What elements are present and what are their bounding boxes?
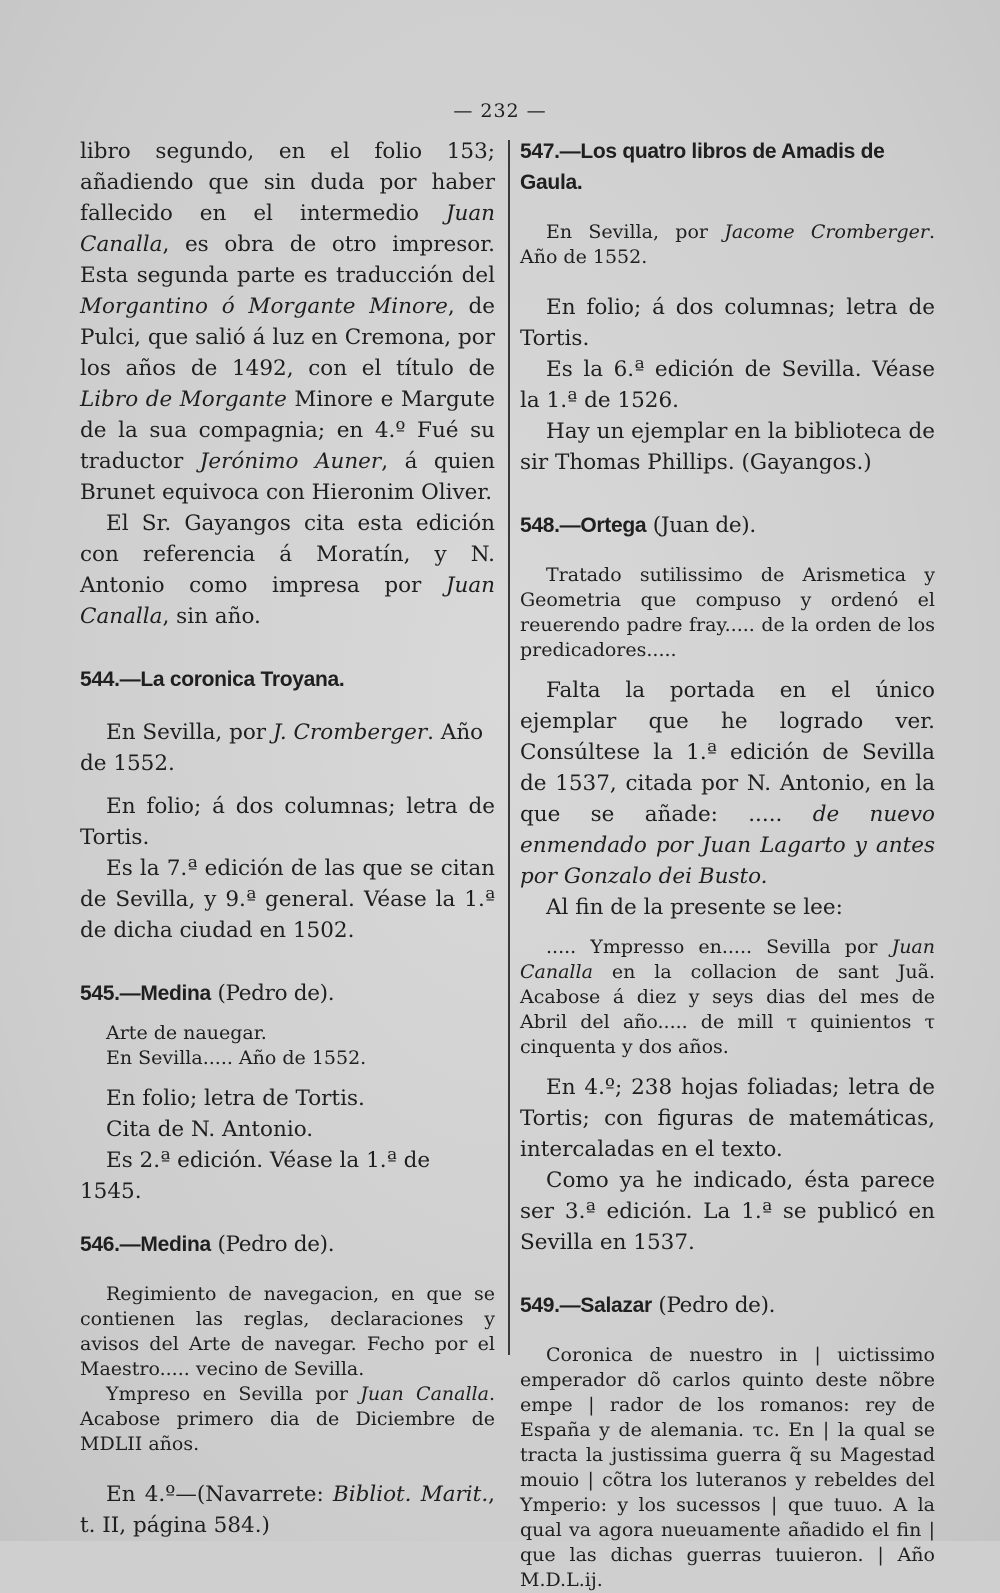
colophon	[520, 935, 935, 1060]
text-run: El Sr. Gayangos cita esta edición con referencia á Moratín, y N. Antonio como impresa por	[80, 511, 495, 598]
note: En 4.º; 238 hojas foliadas; letra de Tortis; con figuras de matemáticas, intercaladas en el texto.	[520, 1075, 935, 1162]
entry-author-given: (Pedro de).	[210, 1232, 335, 1257]
imprint	[80, 717, 495, 779]
text-run: ..... Ympresso en..... Sevilla por	[546, 936, 892, 958]
title-line: Arte de nauegar.	[106, 1022, 267, 1044]
text-run: , sin año.	[162, 604, 261, 629]
note: En folio; letra de Tortis.	[106, 1086, 365, 1111]
text-run: , á quien Brunet equivoca con Hieronim Oliver.	[80, 449, 495, 505]
colophon	[80, 1382, 495, 1457]
text-run: . Año de 1552.	[80, 720, 484, 776]
note: Es la 6.ª edición de Sevilla. Véase la 1.ª de 1526.	[520, 357, 935, 413]
entry-author-given: (Pedro de).	[210, 981, 335, 1006]
work-title: Libro de Morgante	[80, 387, 287, 412]
note	[80, 1479, 495, 1541]
note: Cita de N. Antonio.	[106, 1117, 314, 1142]
entry-heading-548	[520, 510, 935, 541]
continued-paragraph	[80, 136, 495, 508]
work-title: Morgantino ó Morgante Minore	[80, 294, 448, 319]
entry-heading-545	[80, 978, 495, 1009]
book-title: Tratado sutilissimo de Arismetica y Geometria que compuso y ordenó el reuerendo padre fray..... de la orden de los predicadores.....	[520, 564, 935, 661]
printer-name: Juan Canalla	[80, 201, 495, 257]
translator-name: Jerónimo Auner	[199, 449, 382, 474]
text-run: En Sevilla, por	[106, 720, 273, 745]
note: En folio; á dos columnas; letra de Tortis.	[80, 794, 495, 850]
note: Al fin de la presente se lee:	[546, 895, 843, 920]
entry-heading-544: 544.—La coronica Troyana.	[80, 668, 345, 691]
text-run: . Acabose primero dia de Diciembre de MDLII años.	[80, 1383, 495, 1455]
entry-author-given: (Pedro de).	[651, 1293, 776, 1318]
printer-name: Juan Canalla	[520, 936, 935, 983]
right-column	[520, 136, 935, 1593]
note: Como ya he indicado, ésta parece ser 3.ª edición. La 1.ª se publicó en Sevilla en 1537.	[520, 1168, 935, 1255]
reference-title: Bibliot. Marit.	[332, 1482, 489, 1507]
text-run: En 4.º—(Navarrete:	[106, 1482, 333, 1507]
text-run: en la collacion de sant Juã. Acabose á diez y seys dias del mes de Abril del año..... de mill τ quinientos τ cinquenta y dos años.	[520, 961, 935, 1058]
printer-name: J. Cromberger	[272, 720, 428, 745]
imprint	[520, 220, 935, 270]
title-line: En Sevilla..... Año de 1552.	[106, 1047, 367, 1069]
entry-author: 548.—Ortega	[520, 514, 647, 537]
note	[520, 675, 935, 892]
paragraph	[80, 508, 495, 632]
printer-name: Jacome Cromberger	[724, 221, 929, 243]
text-run: En Sevilla, por	[546, 221, 725, 243]
text-run: . Año de 1552.	[520, 221, 935, 268]
printer-name: Juan Canalla	[80, 573, 495, 629]
page-number: — 232 —	[453, 100, 547, 122]
text-run: Falta la portada en el único ejemplar que he logrado ver. Consúltese la 1.ª edición de Sevilla de 1537, citada por N. Antonio, en la que se añade: .....	[520, 678, 935, 827]
text-run: Ympreso en Sevilla por	[106, 1383, 361, 1405]
printer-name: Juan Canalla	[360, 1383, 489, 1405]
text-run: Minore e Margute de la sua compagnia; en 4.º Fué su traductor	[80, 387, 495, 474]
note: Es la 7.ª edición de las que se citan de Sevilla, y 9.ª general. Véase la 1.ª de dicha ciudad en 1502.	[80, 856, 495, 943]
entry-author: 549.—Salazar	[520, 1294, 652, 1317]
note: En folio; á dos columnas; letra de Tortis.	[520, 295, 935, 351]
book-title: Regimiento de navegacion, en que se contienen las reglas, declaraciones y avisos del Arte de navegar. Fecho por el Maestro..... vecino de Sevilla.	[80, 1283, 495, 1380]
text-run: , es obra de otro impresor. Esta segunda parte es traducción del	[80, 232, 495, 288]
note: Hay un ejemplar en la biblioteca de sir Thomas Phillips. (Gayangos.)	[520, 419, 935, 475]
book-title: Coronica de nuestro in | uictissimo emperador dõ carlos quinto deste nõbre empe | rador de los romanos: rey de España y de alemania. τc. En | la qual se tracta la justissima guerra q̃ su Magestad mouio | cõtra los luteranos y rebeldes del Ymperio: y los sucessos | que tuuo. A la qual va agora nueuamente añadido el fin | que las dichas guerras tuuieron. | Año M.D.L.ij.	[520, 1344, 935, 1591]
entry-heading-549	[520, 1290, 935, 1321]
column-divider	[508, 140, 510, 1355]
entry-heading-546	[80, 1229, 495, 1260]
entry-author: 545.—Medina	[80, 982, 211, 1005]
entry-heading-547: 547.—Los quatro libros de Amadis de Gaula.	[520, 140, 885, 194]
text-run: , t. II, página 584.)	[80, 1482, 496, 1538]
entry-author-given: (Juan de).	[646, 513, 756, 538]
left-column	[80, 136, 495, 1541]
text-run: , de Pulci, que salió á luz en Cremona, por los años de 1492, con el título de	[80, 294, 495, 381]
text-run: libro segundo, en el folio 153; añadiendo que sin duda por haber fallecido en el intermedio	[80, 139, 495, 226]
note: Es 2.ª edición. Véase la 1.ª de 1545.	[80, 1148, 431, 1204]
quoted-text: de nuevo enmendado por Juan Lagarto y antes por Gonzalo dei Busto.	[520, 802, 935, 889]
entry-author: 546.—Medina	[80, 1233, 211, 1256]
